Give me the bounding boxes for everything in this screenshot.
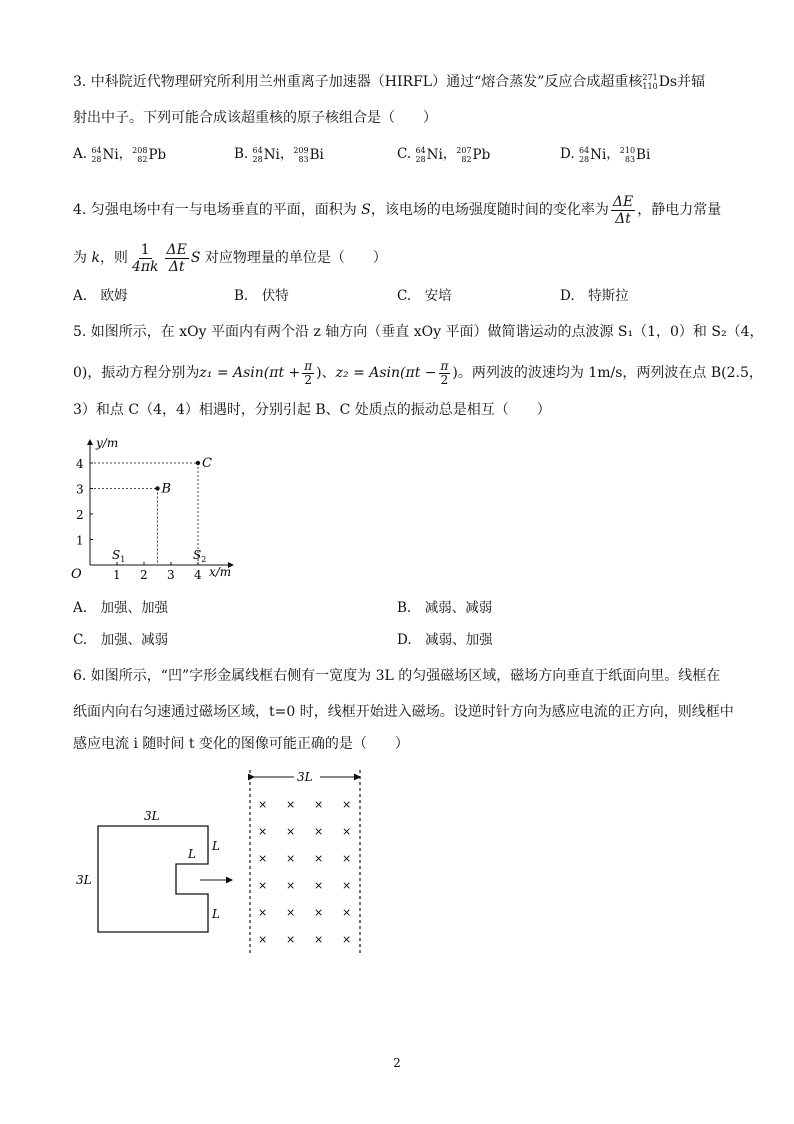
page-number: 2 [393, 1056, 401, 1070]
y-tick-label: 4 [76, 457, 84, 471]
y-tick-label: 3 [76, 482, 84, 497]
x-tick-label: 2 [140, 568, 148, 582]
fraction-dE-dt-2: $\frac{\Delta E}{\Delta t}$ [166, 241, 187, 275]
q4-option-c: C. 安培 [397, 288, 452, 304]
q5-option-a: A. 加强、加强 [73, 600, 169, 616]
q5-option-c: C. 加强、减弱 [73, 632, 169, 648]
fraction-dE-dt: $\frac{\Delta E}{\Delta t}$ [612, 193, 634, 227]
field-cross-icon: × [258, 879, 268, 892]
nuclide-ds: 271 110 Ds [642, 73, 678, 91]
field-cross-icon: × [314, 852, 324, 865]
q3-option-b: B. 64 28 Ni， 209 83 Bi [234, 146, 324, 164]
field-cross-icon: × [258, 825, 268, 838]
field-cross-icon: × [286, 798, 296, 811]
frame-top-label: 3L [144, 809, 160, 823]
q6-figure [68, 766, 378, 962]
field-cross-icon: × [258, 852, 268, 865]
x-tick-label: 1 [113, 568, 121, 582]
field-cross-icon: × [342, 879, 352, 892]
q6-line2: 纸面内向右匀速通过磁场区域，t=0 时，线框开始进入磁场。设逆时针方向为感应电流的正方向，则线框中 [73, 704, 734, 720]
source-label: $S_2$ [193, 548, 207, 564]
x-axis-label: x/m [209, 565, 232, 579]
q5-option-d: D. 减弱、加强 [397, 632, 493, 648]
field-cross-icon: × [286, 825, 296, 838]
field-cross-icon: × [342, 852, 352, 865]
source-label: $S_1$ [112, 548, 126, 564]
field-cross-icon: × [258, 933, 268, 946]
field-cross-icon: × [258, 906, 268, 919]
field-cross-icon: × [342, 825, 352, 838]
q5-option-b: B. 减弱、减弱 [397, 600, 493, 616]
fraction-coulomb: $\frac{1}{4\pi k}$ [131, 241, 159, 275]
field-cross-icon: × [286, 906, 296, 919]
q3-line1: 3. 中科院近代物理研究所利用兰州重离子加速器（HIRFL）通过“熔合蒸发”反应合成超重核 271 110 Ds并辐 [73, 73, 706, 91]
lower-edge-label: L [212, 907, 220, 921]
y-axis-label: y/m [96, 436, 119, 450]
q6-line3: 感应电流 i 随时间 t 变化的图像可能正确的是（ ） [73, 736, 409, 752]
q5-line2: 0)，振动方程分别为z₁ = Asin(πt + $\frac{\pi}{2}$ )、z₂ = Asin(πt − $\frac{\pi}{2}$ )。两列波的波速均为 1m/s，两列波在点 B(2.5， [73, 358, 763, 387]
q4-line2: 为 k，则 $\frac{1}{4\pi k}$ $\frac{\Delta E}{\Delta t}$ S 对应物理量的单位是（ ） [73, 241, 387, 275]
q3-option-a: A. 64 28 Ni， 208 82 Pb [73, 146, 167, 164]
field-cross-icon: × [342, 906, 352, 919]
point-label-C: C [202, 456, 212, 471]
field-cross-icon: × [314, 798, 324, 811]
wire-frame [98, 826, 208, 932]
q4-option-a: A. 欧姆 [73, 288, 128, 304]
field-cross-icon: × [314, 906, 324, 919]
notch-depth-label: L [188, 847, 196, 861]
field-cross-icon: × [314, 933, 324, 946]
field-cross-icon: × [286, 933, 296, 946]
field-cross-icon: × [342, 798, 352, 811]
field-width-label: 3L [297, 770, 313, 784]
upper-edge-label: L [212, 839, 220, 853]
x-tick-label: 3 [167, 568, 175, 582]
x-tick-label: 4 [194, 568, 202, 582]
q5-line1: 5. 如图所示，在 xOy 平面内有两个沿 z 轴方向（垂直 xOy 平面）做简谐运动的点波源 S₁（1，0）和 S₂（4， [73, 324, 764, 340]
field-cross-icon: × [314, 879, 324, 892]
q6-line1: 6. 如图所示，“凹”字形金属线框右侧有一宽度为 3L 的匀强磁场区域，磁场方向垂直于纸面向里。线框在 [73, 668, 721, 684]
q5-line3: 3）和点 C（4，4）相遇时，分别引起 B、C 处质点的振动总是相互（ ） [73, 402, 551, 418]
q4-option-b: B. 伏特 [234, 288, 289, 304]
q3-line2: 射出中子。下列可能合成该超重核的原子核组合是（ ） [73, 110, 437, 126]
q3-option-d: D. 64 28 Ni， 210 83 Bi [560, 146, 651, 164]
point-C [196, 461, 200, 465]
field-cross-icon: × [314, 825, 324, 838]
frame-left-label: 3L [76, 873, 92, 887]
y-tick-label: 2 [76, 508, 84, 522]
origin-label: O [71, 567, 82, 582]
q4-option-d: D. 特斯拉 [560, 288, 629, 304]
point-B [155, 486, 159, 490]
field-cross-icon: × [286, 879, 296, 892]
point-label-B: B [161, 481, 172, 497]
q4-line1: 4. 匀强电场中有一与电场垂直的平面，面积为 S，该电场的电场强度随时间的变化率为 $\frac{\Delta E}{\Delta t}$ ，静电力常量 [73, 193, 722, 227]
q3-option-c: C. 64 28 Ni， 207 82 Pb [397, 146, 491, 164]
field-cross-icon: × [258, 798, 268, 811]
field-cross-icon: × [342, 933, 352, 946]
q5-wave-graph [68, 434, 248, 584]
field-cross-icon: × [286, 852, 296, 865]
y-tick-label: 1 [76, 533, 84, 548]
